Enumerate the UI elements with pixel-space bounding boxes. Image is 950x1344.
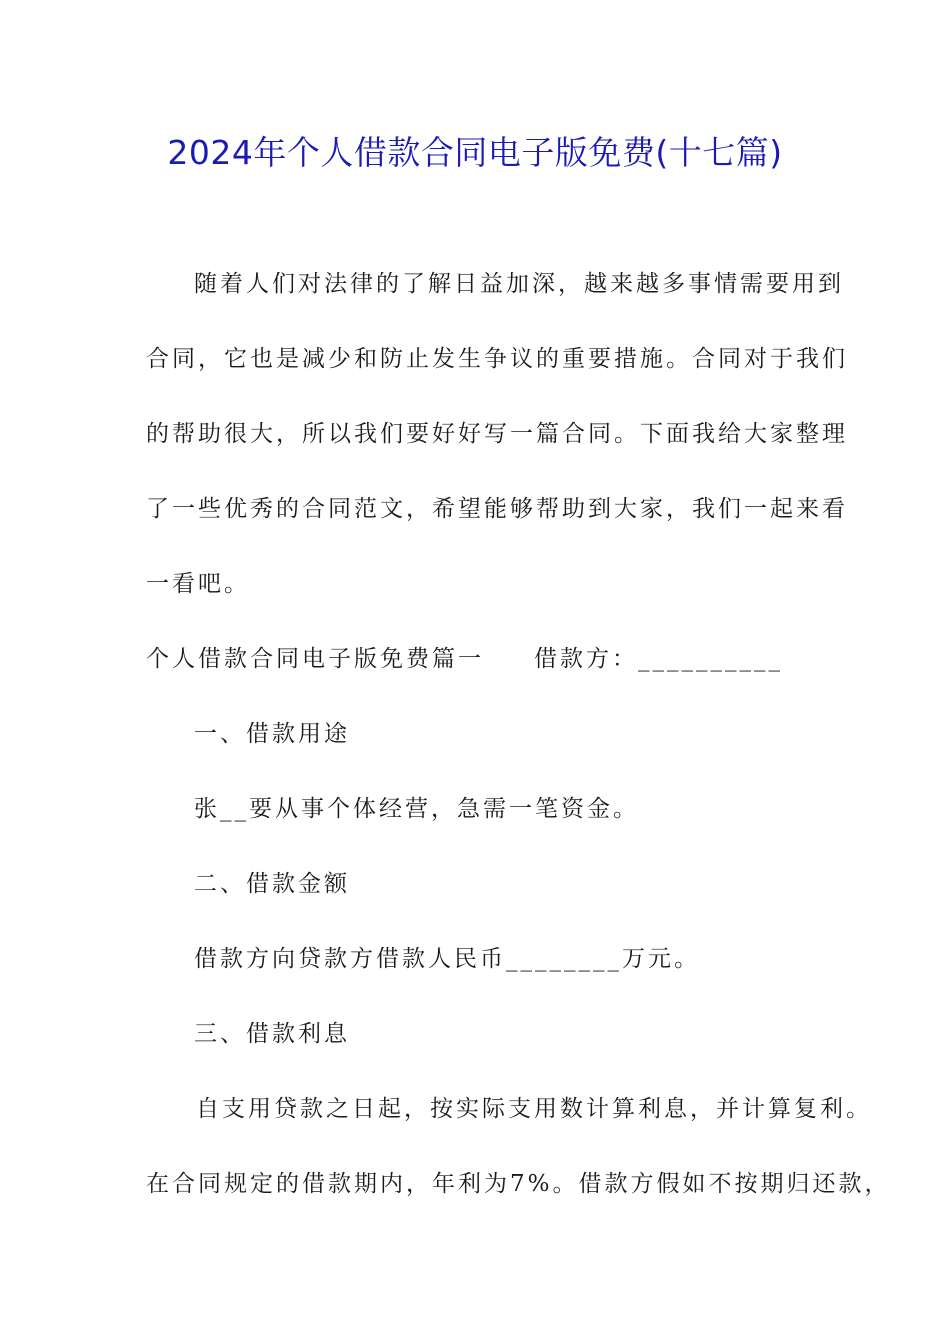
section-heading: 个人借款合同电子版免费篇一 [146,646,484,672]
interest-line-2: 在合同规定的借款期内，年利为7%。借款方假如不按期归还款， [146,1171,891,1197]
borrower-blank: __________ [638,646,783,672]
intro-line-3: 的帮助很大，所以我们要好好写一篇合同。下面我给大家整理 [146,421,848,447]
amount-line [194,941,700,977]
intro-line-5: 一看吧。 [146,571,250,597]
amount-blank: ________ [506,946,622,972]
interest-heading: 三、借款利息 [194,1021,350,1047]
purpose-text: 张__要从事个体经营，急需一笔资金。 [194,796,639,822]
purpose-heading: 一、借款用途 [194,721,350,747]
borrower-label: 借款方： [534,646,638,672]
document-title: 2024年个人借款合同电子版免费(十七篇) [167,133,783,172]
amount-heading: 二、借款金额 [194,871,350,897]
interest-line-1: 自支用贷款之日起，按实际支用数计算利息，并计算复利。 [196,1096,872,1122]
intro-line-2: 合同，它也是减少和防止发生争议的重要措施。合同对于我们 [146,346,848,372]
section-heading-line [146,641,783,677]
amount-text-before: 借款方向贷款方借款人民币 [194,946,506,972]
intro-line-4: 了一些优秀的合同范文，希望能够帮助到大家，我们一起来看 [146,496,848,522]
intro-line-1: 随着人们对法律的了解日益加深，越来越多事情需要用到 [194,271,844,297]
amount-text-after: 万元。 [622,946,700,972]
